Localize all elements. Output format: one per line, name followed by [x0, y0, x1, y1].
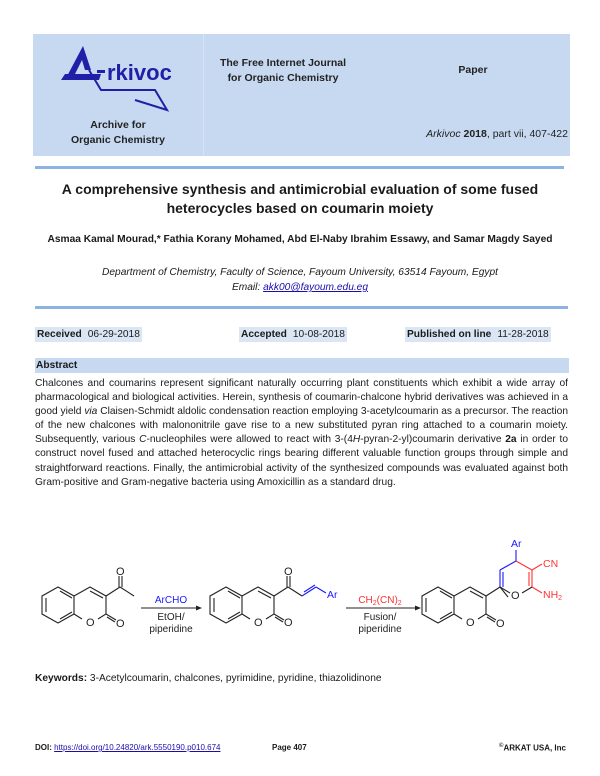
- svg-text:ArCHO: ArCHO: [154, 595, 188, 606]
- svg-text:Ar: Ar: [327, 589, 338, 601]
- svg-text:O: O: [284, 617, 293, 629]
- svg-text:O: O: [284, 566, 293, 578]
- svg-text:CN: CN: [543, 558, 559, 570]
- authors: Asmaa Kamal Mourad,* Fathia Korany Mohamed, Abd El-Naby Ibrahim Essawy, and Samar Magdy Sayed: [47, 234, 553, 245]
- journal-tagline: The Free Internet Journal for Organic Chemistry: [219, 57, 347, 84]
- svg-text:O: O: [254, 617, 263, 629]
- svg-text:O: O: [466, 617, 475, 629]
- email-link[interactable]: akk00@fayoum.edu.eg: [263, 282, 369, 293]
- abstract-text: Chalcones and coumarins represent significant naturally occurring plant constituents which exhibit a wide array of pharmacological and biological activities. Herein, synthesis of coumarin-chalcone hybrid derivatives was achieved in a good yield via Claisen-Schmidt aldolic condensation reaction employing 3-acetylcoumarin as a precursor. The reaction of the new chalcones with malononitrile gave rise to a new substituted pyran ring attached to a coumarin moiety. Subsequently, various C-nucleophiles were allowed to react with 3-(4H-pyran-2-yl)coumarin derivative 2a in order to construct novel fused and attached heterocyclic rings bearing different valuable function groups through simple and straightforward reactions. Finally, the antimicrobial activity of the synthesized compounds was evaluated against both Gram-positive and Gram-negative bacteria using Amoxicillin as a standard drug.: [35, 378, 568, 488]
- svg-text:NH2: NH2: [543, 589, 563, 602]
- received-date: Received 06-29-2018: [37, 329, 140, 340]
- archive-label: Archive for Organic Chemistry: [71, 119, 165, 146]
- citation: Arkivoc 2018, part vii, 407-422: [426, 128, 568, 140]
- abstract-heading: Abstract: [35, 358, 569, 373]
- doi: DOI: https://doi.org/10.24820/ark.5550190.p010.674: [35, 743, 221, 752]
- article-title: A comprehensive synthesis and antimicrobial evaluation of some fused heterocycles based on coumarin moiety: [61, 181, 539, 216]
- paper-type: Paper: [458, 64, 488, 76]
- enone-bond: [302, 585, 326, 596]
- svg-text:piperidine: piperidine: [149, 624, 193, 635]
- starting-material-3-acetylcoumarin: [42, 576, 134, 623]
- affiliation: Department of Chemistry, Faculty of Science, Fayoum University, 63514 Fayoum, Egypt Email: akk00@fayoum.edu.eg: [102, 267, 498, 293]
- intermediate-chalcone: [210, 576, 302, 623]
- svg-text:O: O: [496, 618, 505, 630]
- header-divider: [203, 34, 204, 156]
- malononitrile-reagent: $CH_2(CN)_2$: [358, 595, 402, 607]
- journal-header: [33, 34, 570, 156]
- svg-text:rkivoc: rkivoc: [107, 60, 172, 85]
- copyright: ©ARKAT USA, Inc: [499, 743, 566, 753]
- header-rule: [35, 166, 564, 169]
- svg-text:Fusion/: Fusion/: [363, 612, 397, 623]
- reaction-scheme: [30, 530, 580, 650]
- doi-link[interactable]: https://doi.org/10.24820/ark.5550190.p010.674: [54, 743, 221, 752]
- affiliation-rule: [35, 306, 568, 309]
- keywords: Keywords: 3-Acetylcoumarin, chalcones, pyrimidine, pyridine, thiazolidinone: [35, 673, 382, 684]
- page-number: Page 407: [272, 743, 307, 752]
- svg-text:O: O: [511, 590, 520, 602]
- svg-text:EtOH/: EtOH/: [157, 612, 185, 623]
- svg-text:O: O: [116, 566, 125, 578]
- svg-text:O: O: [116, 618, 125, 630]
- arkivoc-logo: [55, 40, 195, 112]
- published-date: Published on line 11-28-2018: [407, 329, 549, 340]
- svg-text:piperidine: piperidine: [358, 624, 402, 635]
- svg-text:Ar: Ar: [511, 538, 522, 550]
- accepted-date: Accepted 10-08-2018: [241, 329, 345, 340]
- svg-text:O: O: [86, 617, 95, 629]
